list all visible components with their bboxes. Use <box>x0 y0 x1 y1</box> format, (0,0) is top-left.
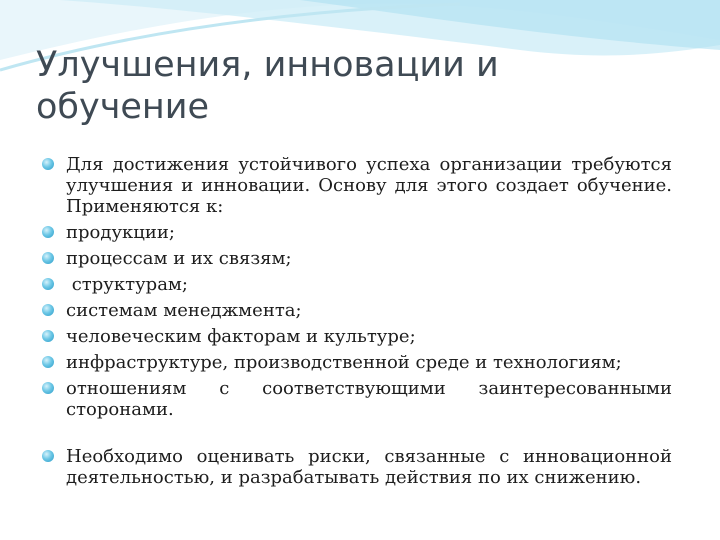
list-item-text: человеческим факторам и культуре; <box>66 326 416 347</box>
bullet-dot-icon <box>42 382 54 394</box>
slide-title <box>36 44 676 128</box>
bullet-dot-icon <box>42 330 54 342</box>
bullet-dot-icon <box>42 450 54 462</box>
list-item-text: инфраструктуре, производственной среде и технологиям; <box>66 352 622 373</box>
bullet-dot-icon <box>42 304 54 316</box>
list-item-text: продукции; <box>66 222 175 243</box>
list-item <box>40 248 672 269</box>
list-item <box>40 446 672 488</box>
list-item <box>40 378 672 420</box>
title-line-2: обучение <box>36 87 210 127</box>
list-item <box>40 222 672 243</box>
list-item-text: Для достижения устойчивого успеха организации требуются улучшения и инновации. Основу для этого создает обучение. Применяются к: <box>66 154 672 217</box>
list-item-text: отношениям с соответствующими заинтересованными сторонами. <box>66 378 672 420</box>
title-line-1: Улучшения, инновации и <box>36 45 499 85</box>
list-item <box>40 300 672 321</box>
bullet-dot-icon <box>42 158 54 170</box>
list-item-text: Необходимо оценивать риски, связанные с инновационной деятельностью, и разрабатывать действия по их снижению. <box>66 446 672 488</box>
list-item <box>40 326 672 347</box>
bullet-dot-icon <box>42 356 54 368</box>
list-item <box>40 274 672 295</box>
list-item-text: системам менеджмента; <box>66 300 302 321</box>
bullet-dot-icon <box>42 278 54 290</box>
bullet-dot-icon <box>42 252 54 264</box>
list-item-text: процессам и их связям; <box>66 248 292 269</box>
bullet-list <box>40 154 672 493</box>
bullet-dot-icon <box>42 226 54 238</box>
list-item <box>40 352 672 373</box>
list-item-text: структурам; <box>66 274 188 295</box>
list-item <box>40 154 672 217</box>
